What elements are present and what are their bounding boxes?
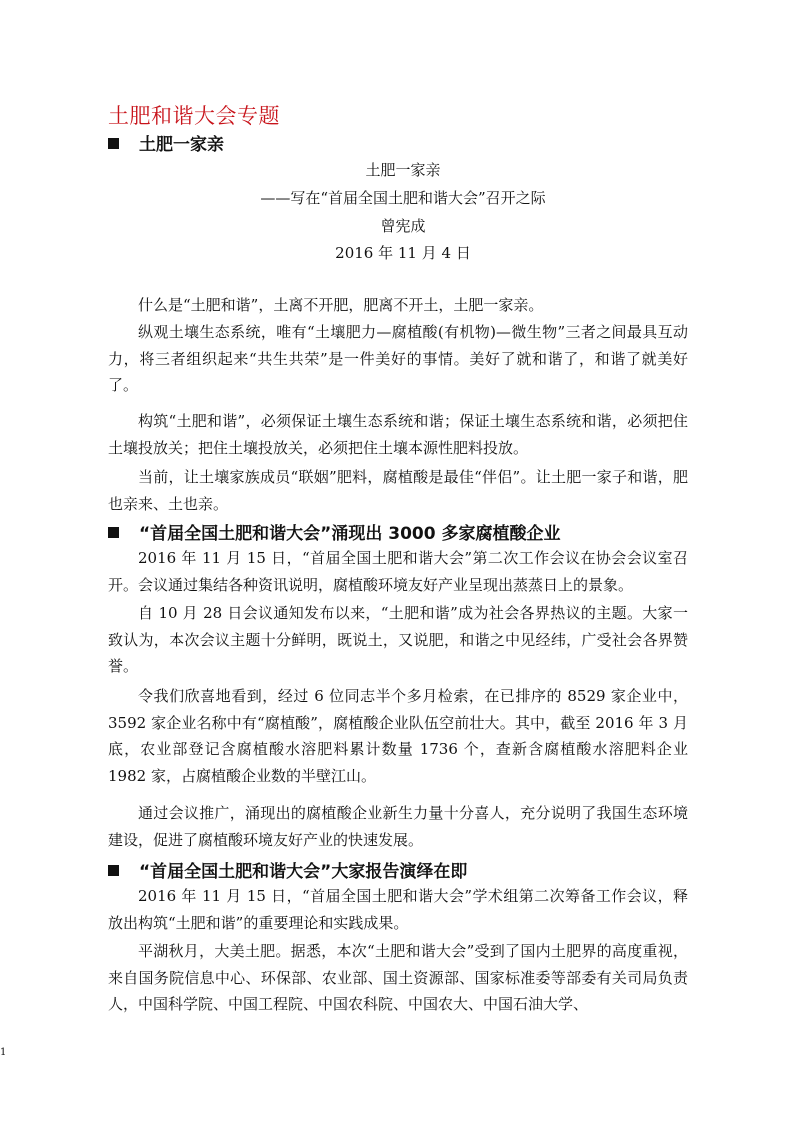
square-bullet-icon (108, 527, 119, 538)
square-bullet-icon (108, 138, 119, 149)
paragraph: 2016 年 11 月 15 日，“首届全国土肥和谐大会”学术组第二次筹备工作会议，释放出构筑“土肥和谐”的重要理论和实践成果。 (108, 887, 688, 932)
paragraph: 构筑“土肥和谐”，必须保证土壤生态系统和谐；保证土壤生态系统和谐，必须把住土壤投放关；把住土壤投放关，必须把住土壤本源性肥料投放。 (108, 412, 688, 457)
paragraph: 当前，让土壤家族成员“联姻”肥料，腐植酸是最佳“伴侣”。让土肥一家子和谐，肥也亲来、土也亲。 (108, 468, 688, 513)
article-title: 土肥一家亲 (365, 161, 441, 179)
page-title: 土肥和谐大会专题 (108, 104, 280, 128)
page-number: 1 (0, 1047, 7, 1058)
paragraph: 什么是“土肥和谐”，土离不开肥，肥离不开土，土肥一家亲。 (138, 296, 544, 314)
paragraph: 通过会议推广，涌现出的腐植酸企业新生力量十分喜人，充分说明了我国生态环境建设，促进了腐植酸环境友好产业的快速发展。 (108, 804, 688, 849)
article-author: 曾宪成 (380, 217, 426, 235)
section-heading-text: “首届全国土肥和谐大会”大家报告演绎在即 (139, 862, 468, 882)
square-bullet-icon (108, 865, 119, 876)
section-heading-2 (108, 519, 561, 544)
paragraph: 2016 年 11 月 15 日，“首届全国土肥和谐大会”第二次工作会议在协会会议室召开。会议通过集结各种资讯说明，腐植酸环境友好产业呈现出蒸蒸日上的景象。 (108, 549, 688, 594)
article-subtitle: ——写在“首届全国土肥和谐大会”召开之际 (260, 189, 546, 207)
paragraph: 自 10 月 28 日会议通知发布以来，“土肥和谐”成为社会各界热议的主题。大家一致认为，本次会议主题十分鲜明，既说土，又说肥，和谐之中见经纬，广受社会各界赞誉。 (108, 604, 688, 675)
section-heading-3 (108, 857, 467, 882)
section-heading-text: “首届全国土肥和谐大会”涌现出 3000 多家腐植酸企业 (139, 524, 561, 544)
paragraph: 平湖秋月，大美土肥。据悉，本次“土肥和谐大会”受到了国内土肥界的高度重视，来自国务院信息中心、环保部、农业部、国土资源部、国家标准委等部委有关司局负责人，中国科学院、中国工程院、中国农科院、中国农大、中国石油大学、 (108, 942, 688, 1013)
paragraph: 纵观土壤生态系统，唯有“土壤肥力—腐植酸(有机物)—微生物”三者之间最具互动力，将三者组织起来“共生共荣”是一件美好的事情。美好了就和谐了，和谐了就美好了。 (108, 323, 688, 394)
paragraph: 令我们欣喜地看到，经过 6 位同志半个多月检索，在已排序的 8529 家企业中，3592 家企业名称中有“腐植酸”，腐植酸企业队伍空前壮大。其中，截至 2016 年 3 月底，农业部登记含腐植酸水溶肥料累计数量 1736 个，查新含腐植酸水溶肥料企业 1982 家，占腐植酸企业数的半壁江山。 (108, 687, 688, 785)
section-heading-text: 土肥一家亲 (139, 135, 224, 155)
section-heading-1 (108, 130, 224, 155)
article-date: 2016 年 11 月 4 日 (335, 244, 471, 262)
